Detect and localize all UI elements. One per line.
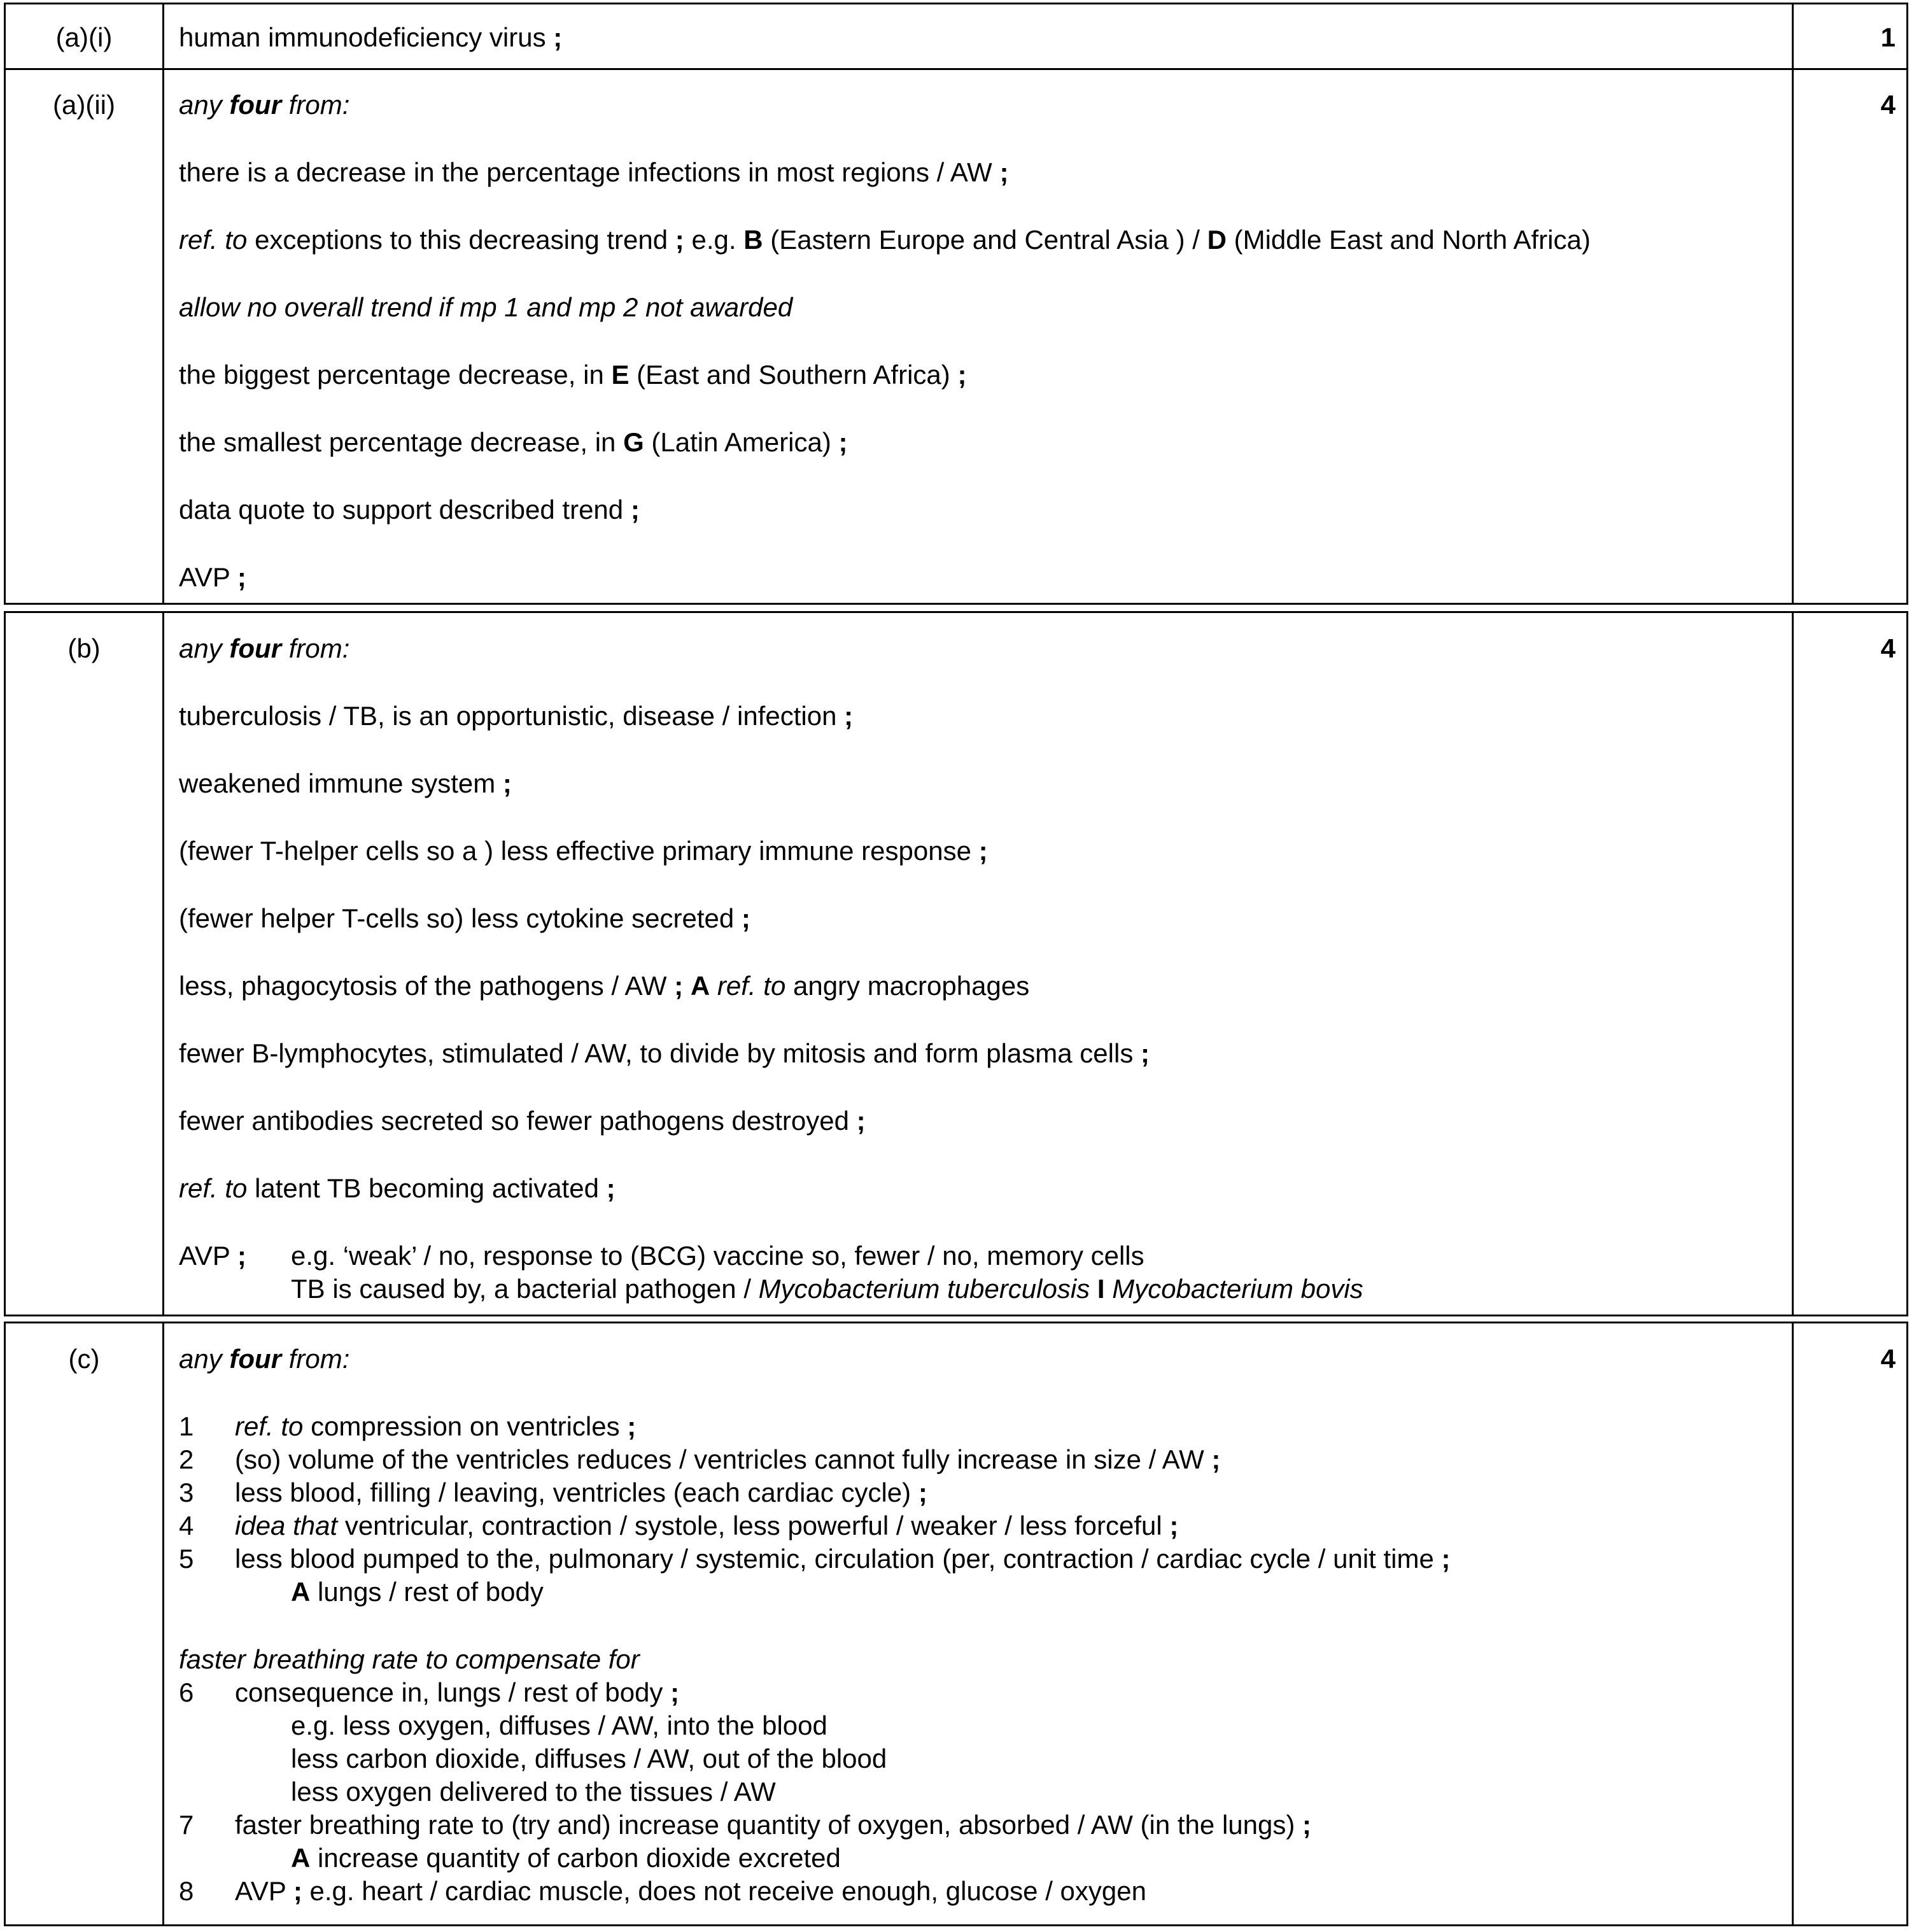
mark-point: the smallest percentage decrease, in G (Latin America) ; xyxy=(179,427,848,457)
column-divider xyxy=(1792,1323,1794,1924)
numbered-point: 8 AVP ; e.g. heart / cardiac muscle, does not receive enough, glucose / oxygen xyxy=(179,1876,1146,1906)
mark-point: (fewer helper T-cells so) less cytokine secreted ; xyxy=(179,903,750,933)
instruction-line: any four from: xyxy=(179,633,350,663)
mark-value: 1 xyxy=(1880,22,1896,52)
question-number: (a)(ii) xyxy=(53,90,115,120)
instruction-line: any four from: xyxy=(179,1344,350,1374)
question-number: (b) xyxy=(67,633,101,663)
sub-point: A lungs / rest of body xyxy=(291,1577,544,1607)
column-divider xyxy=(162,1323,164,1924)
answer-cell xyxy=(179,1343,1783,1908)
guidance-note: allow no overall trend if mp 1 and mp 2 not awarded xyxy=(179,292,793,322)
instruction-line: any four from: xyxy=(179,90,350,120)
answer-cell xyxy=(179,88,1783,594)
mark-value: 4 xyxy=(1880,1344,1896,1374)
sub-point: less oxygen delivered to the tissues / AW xyxy=(291,1777,776,1807)
mark-scheme-table-a xyxy=(4,3,1908,605)
sub-point: A increase quantity of carbon dioxide excreted xyxy=(291,1843,841,1873)
section-heading: faster breathing rate to compensate for xyxy=(179,1644,640,1674)
numbered-point: 3 less blood, filling / leaving, ventricles (each cardiac cycle) ; xyxy=(179,1477,927,1507)
question-number: (a)(i) xyxy=(55,22,113,52)
mark-point: there is a decrease in the percentage infections in most regions / AW ; xyxy=(179,157,1009,187)
sub-point: e.g. less oxygen, diffuses / AW, into the blood xyxy=(291,1710,827,1740)
numbered-point: 5 less blood pumped to the, pulmonary / systemic, circulation (per, contraction / cardiac cycle / unit time ; xyxy=(179,1544,1451,1574)
mark-point: (fewer T-helper cells so a ) less effective primary immune response ; xyxy=(179,836,988,866)
column-divider xyxy=(162,4,164,603)
mark-point: ref. to latent TB becoming activated ; xyxy=(179,1173,616,1203)
mark-point: weakened immune system ; xyxy=(179,768,512,798)
numbered-point: 4 idea that ventricular, contraction / systole, less powerful / weaker / less forceful ; xyxy=(179,1511,1179,1541)
numbered-point: 2 (so) volume of the ventricles reduces / ventricles cannot fully increase in size / AW ; xyxy=(179,1444,1221,1474)
mark-value: 4 xyxy=(1880,633,1896,663)
column-divider xyxy=(162,613,164,1315)
mark-point: less, phagocytosis of the pathogens / AW ; A ref. to angry macrophages xyxy=(179,971,1030,1001)
answer-line: human immunodeficiency virus ; xyxy=(179,22,563,52)
mark-point: tuberculosis / TB, is an opportunistic, disease / infection ; xyxy=(179,701,854,731)
mark-point: the biggest percentage decrease, in E (East and Southern Africa) ; xyxy=(179,360,967,390)
mark-point: fewer antibodies secreted so fewer pathogens destroyed ; xyxy=(179,1106,866,1136)
mark-scheme-table-b xyxy=(4,611,1908,1316)
column-divider xyxy=(1792,613,1794,1315)
sub-point: less carbon dioxide, diffuses / AW, out of the blood xyxy=(291,1744,887,1773)
mark-point: fewer B-lymphocytes, stimulated / AW, to divide by mitosis and form plasma cells ; xyxy=(179,1038,1150,1068)
row-divider xyxy=(6,68,1906,70)
numbered-point: 6 consequence in, lungs / rest of body ; xyxy=(179,1677,680,1707)
answer-cell xyxy=(179,21,1783,54)
mark-point: ref. to exceptions to this decreasing trend ; e.g. B (Eastern Europe and Central Asia ) / D (Middle East and North Africa) xyxy=(179,225,1591,255)
mark-point: AVP ; xyxy=(179,562,246,592)
mark-point: data quote to support described trend ; xyxy=(179,495,640,525)
mark-point-avp: AVP ; e.g. ‘weak’ / no, response to (BCG) vaccine so, fewer / no, memory cells xyxy=(179,1241,1144,1271)
question-number: (c) xyxy=(68,1344,100,1374)
mark-point-avp-cont: TB is caused by, a bacterial pathogen / Mycobacterium tuberculosis I Mycobacterium bovis xyxy=(291,1274,1363,1304)
mark-scheme-table-c xyxy=(4,1322,1908,1926)
mark-value: 4 xyxy=(1880,90,1896,120)
numbered-point: 7 faster breathing rate to (try and) increase quantity of oxygen, absorbed / AW (in the lungs) ; xyxy=(179,1810,1312,1840)
numbered-point: 1 ref. to compression on ventricles ; xyxy=(179,1411,637,1441)
answer-cell xyxy=(179,632,1783,1306)
